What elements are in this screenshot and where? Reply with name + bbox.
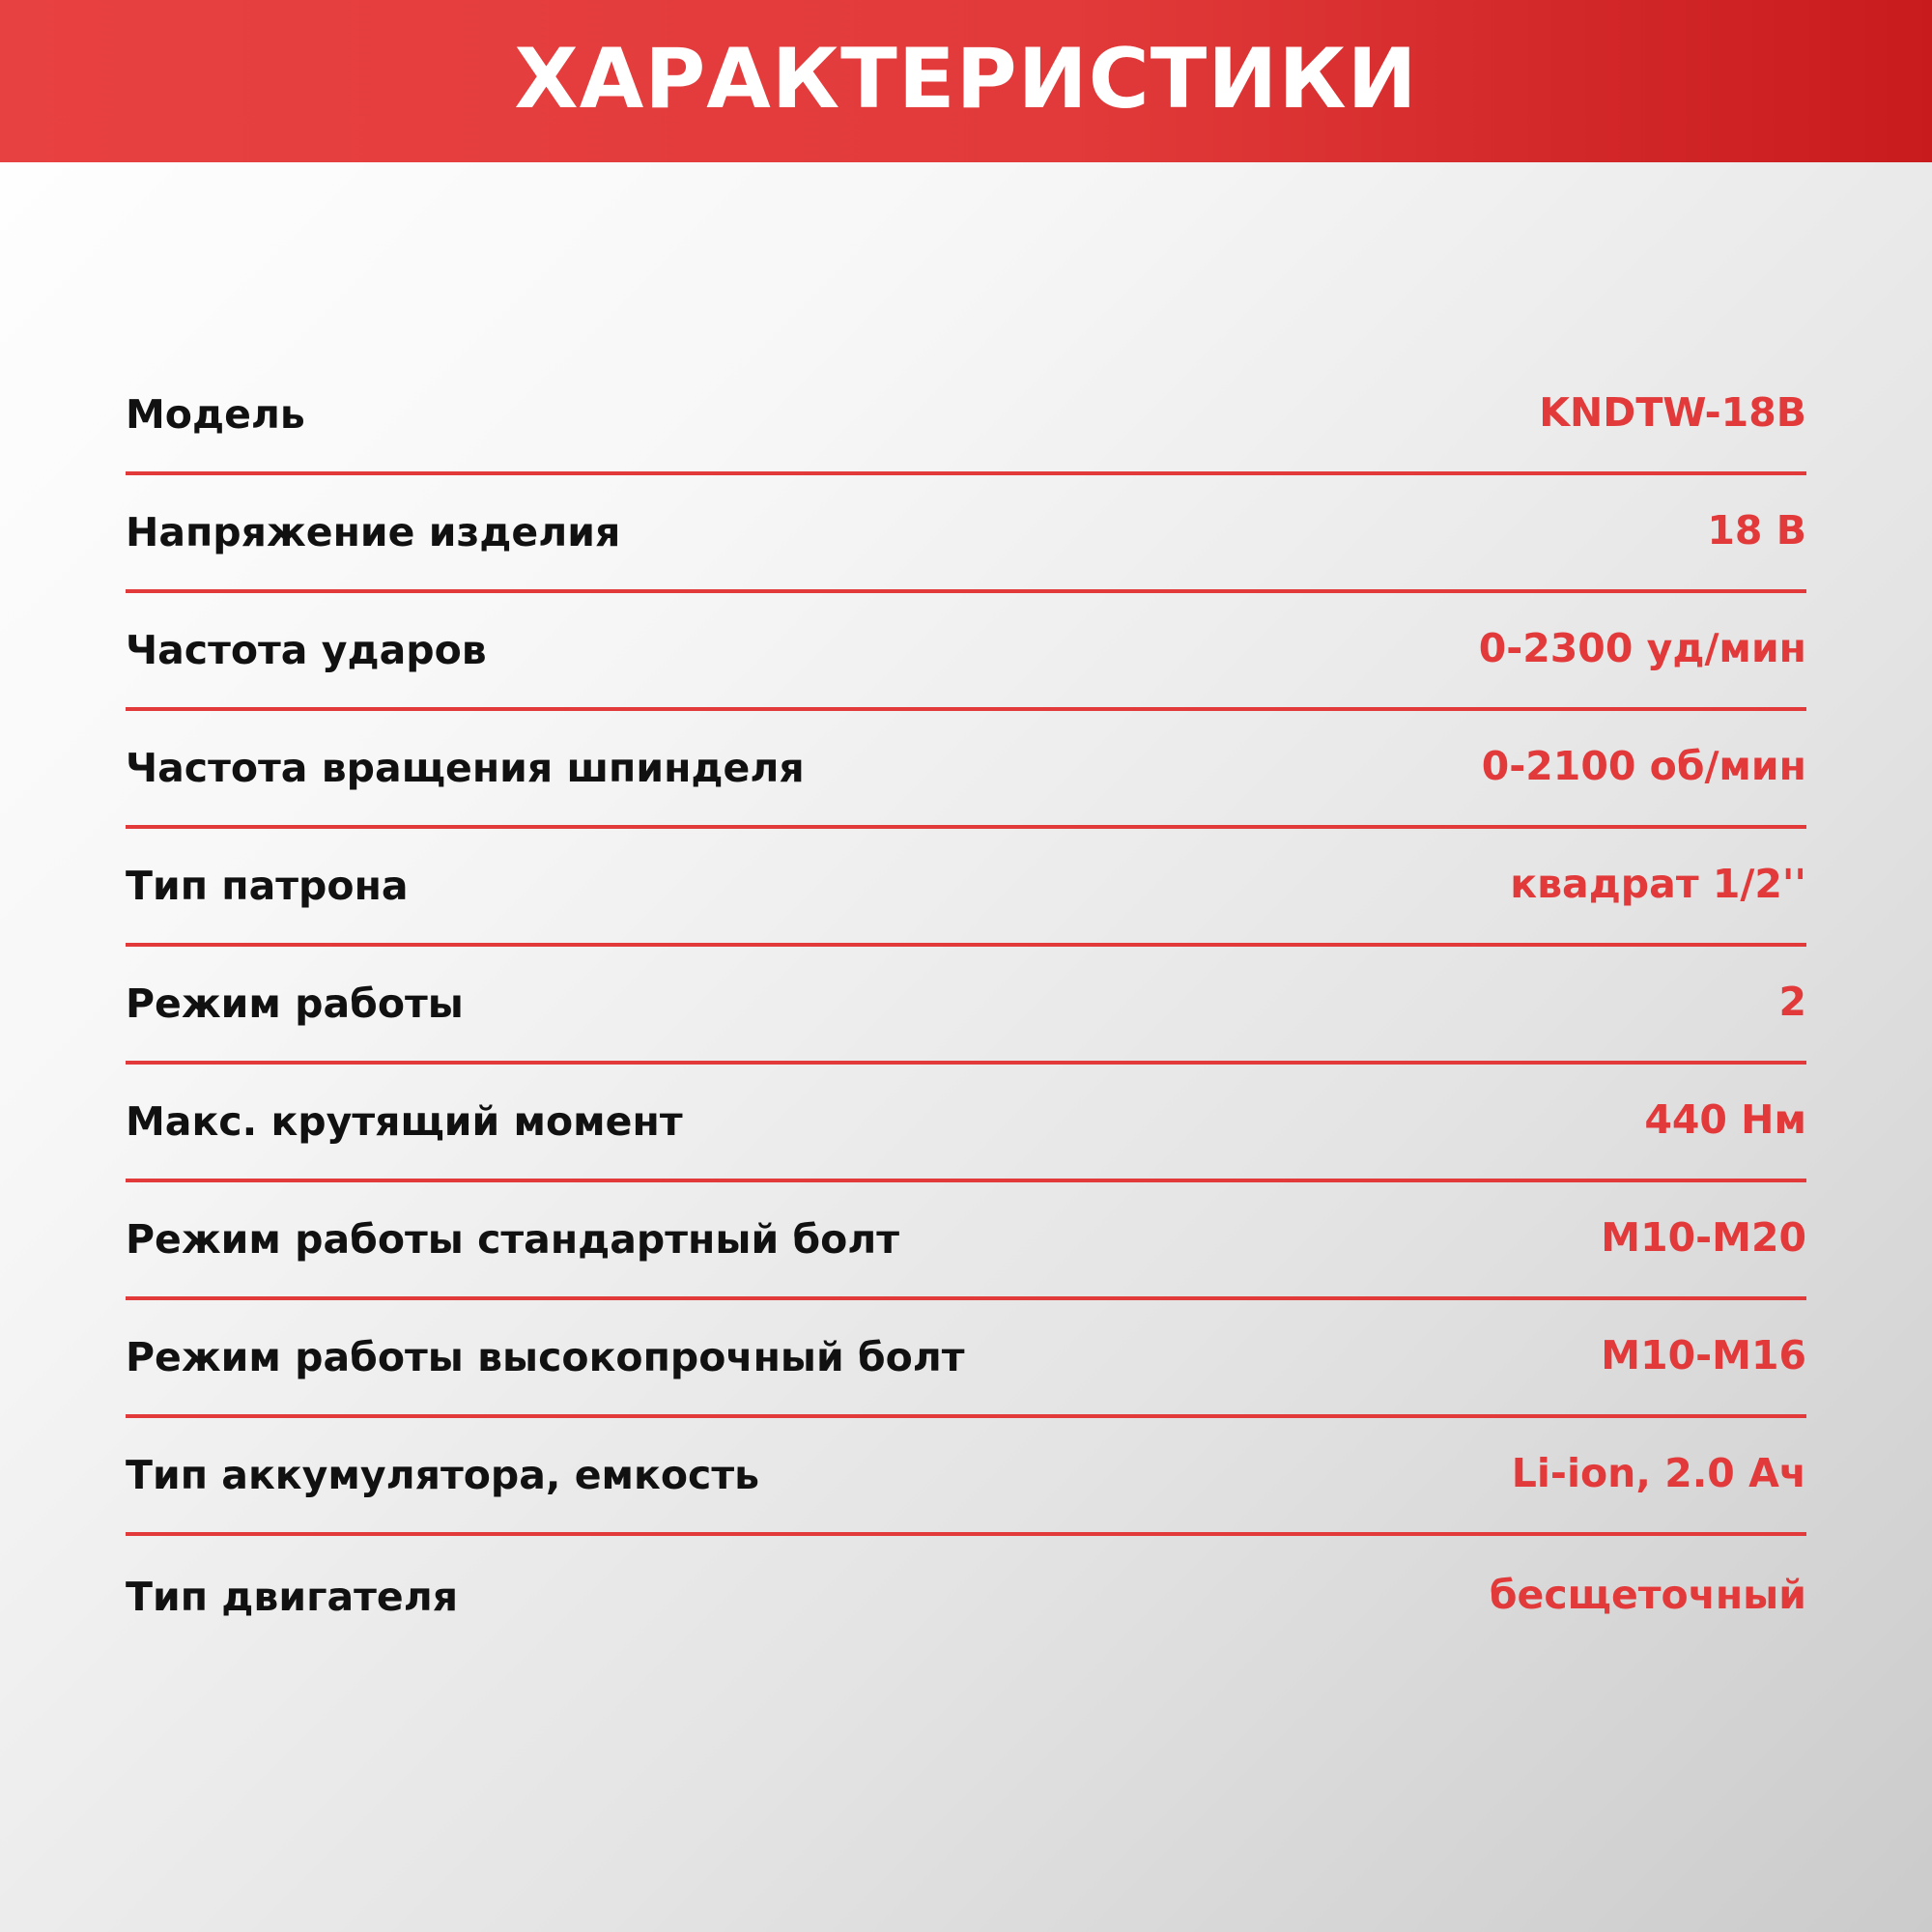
spec-label: Тип аккумулятора, емкость [126, 1452, 760, 1498]
spec-value: квадрат 1/2'' [1510, 861, 1806, 907]
spec-value: 0-2100 об/мин [1481, 743, 1806, 789]
spec-label: Режим работы стандартный болт [126, 1216, 900, 1263]
spec-value: 2 [1778, 979, 1806, 1025]
spec-value: M10-M20 [1601, 1214, 1806, 1261]
spec-label: Режим работы высокопрочный болт [126, 1334, 965, 1380]
spec-value: M10-M16 [1601, 1332, 1806, 1378]
spec-row-standard-bolt [126, 1182, 1806, 1300]
spec-value: 0-2300 уд/мин [1478, 625, 1806, 671]
spec-row-model [126, 357, 1806, 475]
spec-value: KNDTW-18B [1539, 389, 1806, 436]
spec-row-chuck-type [126, 829, 1806, 947]
spec-value: бесщеточный [1489, 1572, 1806, 1618]
specs-table [126, 357, 1806, 1654]
spec-row-voltage [126, 475, 1806, 593]
spec-label: Частота вращения шпинделя [126, 745, 805, 791]
spec-label: Частота ударов [126, 627, 487, 673]
header-banner [0, 0, 1932, 162]
spec-row-max-torque [126, 1065, 1806, 1182]
spec-row-modes [126, 947, 1806, 1065]
spec-row-high-strength-bolt [126, 1300, 1806, 1418]
spec-label: Тип двигателя [126, 1574, 459, 1620]
spec-row-battery [126, 1418, 1806, 1536]
spec-row-impact-rate [126, 593, 1806, 711]
spec-label: Макс. крутящий момент [126, 1098, 683, 1145]
spec-row-motor-type [126, 1536, 1806, 1654]
spec-label: Тип патрона [126, 863, 409, 909]
spec-row-spindle-speed [126, 711, 1806, 829]
spec-label: Напряжение изделия [126, 509, 621, 555]
spec-value: Li-ion, 2.0 Ач [1511, 1450, 1806, 1496]
spec-label: Режим работы [126, 980, 464, 1027]
spec-value: 440 Нм [1644, 1096, 1806, 1143]
spec-value: 18 В [1707, 507, 1806, 554]
page-title: ХАРАКТЕРИСТИКИ [514, 31, 1418, 128]
spec-label: Модель [126, 391, 305, 438]
